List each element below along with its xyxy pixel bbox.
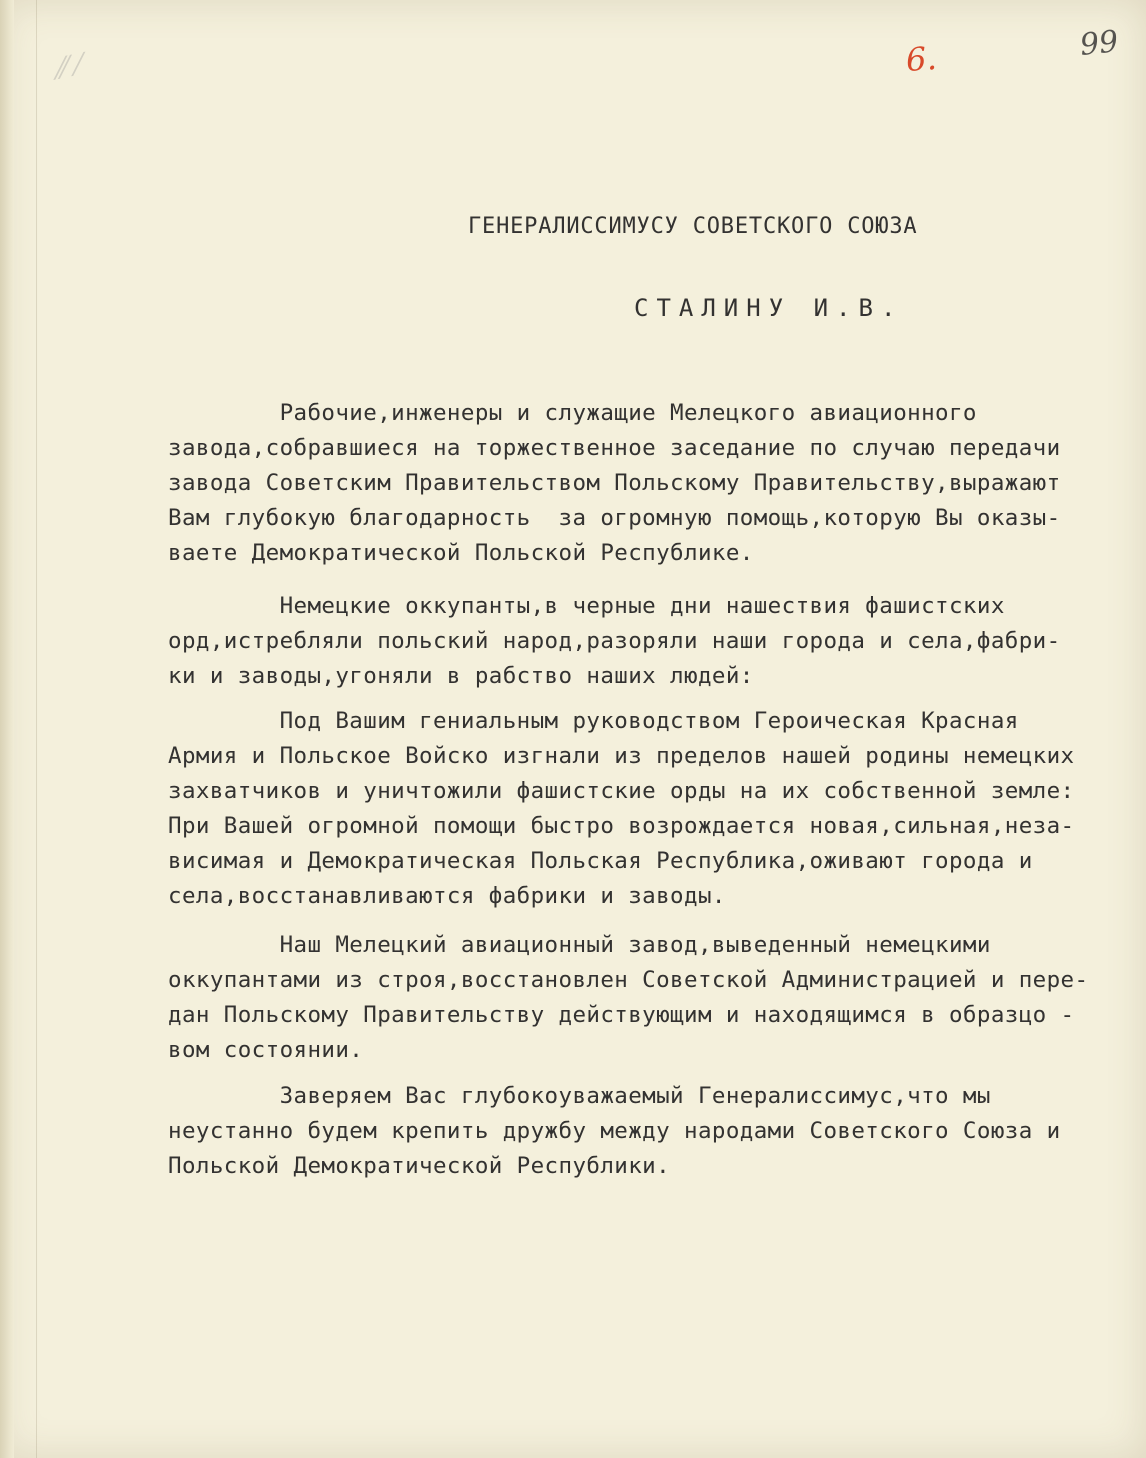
letter-addressee: СТАЛИНУ И.В. (634, 294, 904, 322)
paragraph-5 (168, 1079, 1061, 1184)
paragraph-4 (168, 928, 1088, 1068)
text-line: оккупантами из строя,восстановлен Советской Администрацией и пере- (168, 967, 1089, 993)
text-line: висимая и Демократическая Польская Республика,оживают города и (168, 848, 1033, 874)
text-line: Заверяем Вас глубокоуважаемый Генералиссимус,что мы (168, 1083, 991, 1109)
paragraph-3 (168, 704, 1075, 914)
text-line: завода Советским Правительством Польскому Правительству,выражают (168, 470, 1061, 496)
text-line: вом состоянии. (168, 1037, 364, 1063)
text-line: Армия и Польское Войско изгнали из пределов нашей родины немецких (168, 743, 1075, 769)
text-line: ваете Демократической Польской Республике. (168, 540, 754, 566)
text-line: При Вашей огромной помощи быстро возрождается новая,сильная,неза- (168, 813, 1075, 839)
text-line: ки и заводы,угоняли в рабство наших людей: (168, 663, 754, 689)
text-line: Польской Демократической Республики. (168, 1153, 671, 1179)
faint-pencil-mark: ⁄⁄ ⁄ (54, 47, 85, 86)
sheet-number: 6. (904, 38, 938, 80)
archive-page-number: 99 (1078, 24, 1120, 63)
text-line: Под Вашим гениальным руководством Героическая Красная (168, 708, 1019, 734)
text-line: Вам глубокую благодарность за огромную помощь,которую Вы оказы- (168, 505, 1061, 531)
letter-heading: ГЕНЕРАЛИССИМУСУ СОВЕТСКОГО СОЮЗА (468, 214, 918, 239)
text-line: Наш Мелецкий авиационный завод,выведенный немецкими (168, 932, 991, 958)
paper-left-edge (0, 0, 14, 1458)
paper-fold-line (36, 0, 37, 1458)
text-line: Немецкие оккупанты,в черные дни нашествия фашистских (168, 593, 1005, 619)
text-line: орд,истребляли польский народ,разоряли наши города и села,фабри- (168, 628, 1061, 654)
text-line: неустанно будем крепить дружбу между народами Советского Союза и (168, 1118, 1061, 1144)
text-line: села,восстанавливаются фабрики и заводы. (168, 883, 726, 909)
paragraph-1 (168, 396, 1061, 571)
text-line: завода,собравшиеся на торжественное заседание по случаю передачи (168, 435, 1061, 461)
text-line: дан Польскому Правительству действующим и находящимся в образцо - (168, 1002, 1075, 1028)
text-line: захватчиков и уничтожили фашистские орды на их собственной земле: (168, 778, 1075, 804)
text-line: Рабочие,инженеры и служащие Мелецкого авиационного (168, 400, 977, 426)
paragraph-2 (168, 589, 1061, 694)
